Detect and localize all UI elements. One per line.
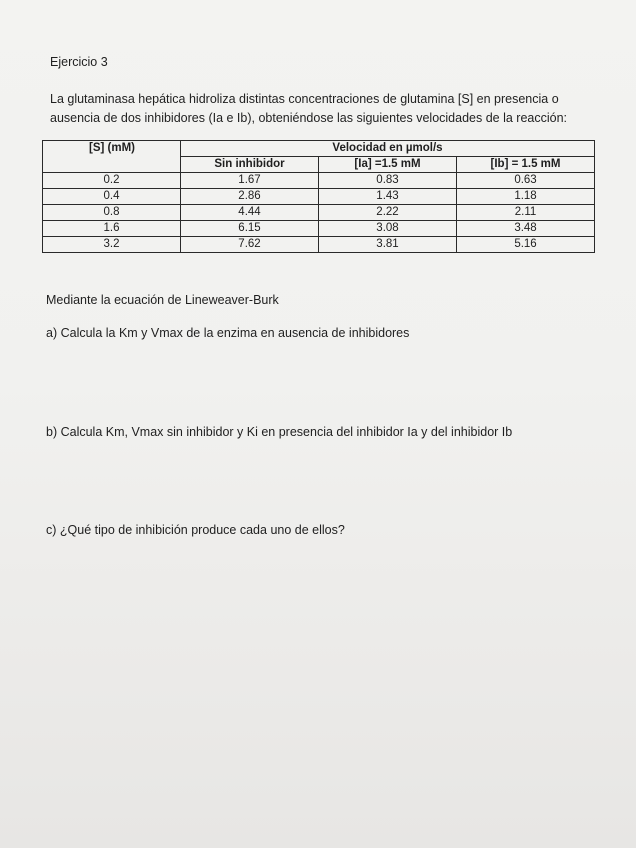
cell-s: 1.6 bbox=[43, 221, 181, 237]
question-c: c) ¿Qué tipo de inhibición produce cada uno de ellos? bbox=[46, 523, 345, 537]
subheader-ia: [Ia] =1.5 mM bbox=[319, 157, 457, 173]
cell-ia: 1.43 bbox=[319, 189, 457, 205]
cell-s: 3.2 bbox=[43, 237, 181, 253]
velocity-table bbox=[42, 140, 595, 253]
subheader-no-inhibitor: Sin inhibidor bbox=[181, 157, 319, 173]
cell-ib: 3.48 bbox=[457, 221, 595, 237]
subheader-ib: [Ib] = 1.5 mM bbox=[457, 157, 595, 173]
method-statement: Mediante la ecuación de Lineweaver-Burk bbox=[46, 293, 279, 307]
cell-no-inhibitor: 1.67 bbox=[181, 173, 319, 189]
exercise-title: Ejercicio 3 bbox=[50, 55, 108, 69]
cell-ia: 0.83 bbox=[319, 173, 457, 189]
cell-no-inhibitor: 2.86 bbox=[181, 189, 319, 205]
cell-ib: 2.11 bbox=[457, 205, 595, 221]
cell-s: 0.8 bbox=[43, 205, 181, 221]
table-row bbox=[43, 173, 595, 189]
cell-ia: 3.81 bbox=[319, 237, 457, 253]
cell-no-inhibitor: 6.15 bbox=[181, 221, 319, 237]
header-substrate: [S] (mM) bbox=[43, 141, 181, 173]
header-velocity: Velocidad en µmol/s bbox=[181, 141, 595, 157]
question-a: a) Calcula la Km y Vmax de la enzima en ausencia de inhibidores bbox=[46, 326, 410, 340]
table-row bbox=[43, 189, 595, 205]
cell-ia: 2.22 bbox=[319, 205, 457, 221]
table-row bbox=[43, 237, 595, 253]
cell-no-inhibitor: 4.44 bbox=[181, 205, 319, 221]
cell-ib: 1.18 bbox=[457, 189, 595, 205]
cell-ib: 0.63 bbox=[457, 173, 595, 189]
cell-s: 0.4 bbox=[43, 189, 181, 205]
question-b: b) Calcula Km, Vmax sin inhibidor y Ki en presencia del inhibidor Ia y del inhibidor Ib bbox=[46, 425, 513, 439]
cell-ib: 5.16 bbox=[457, 237, 595, 253]
table-row bbox=[43, 205, 595, 221]
cell-ia: 3.08 bbox=[319, 221, 457, 237]
cell-no-inhibitor: 7.62 bbox=[181, 237, 319, 253]
cell-s: 0.2 bbox=[43, 173, 181, 189]
intro-paragraph: La glutaminasa hepática hidroliza distintas concentraciones de glutamina [S] en presencia o ausencia de dos inhibidores (Ia e Ib), obteniéndose las siguientes velocidades de la reacción: bbox=[50, 92, 567, 125]
table-row bbox=[43, 221, 595, 237]
table-header-row bbox=[43, 141, 595, 157]
